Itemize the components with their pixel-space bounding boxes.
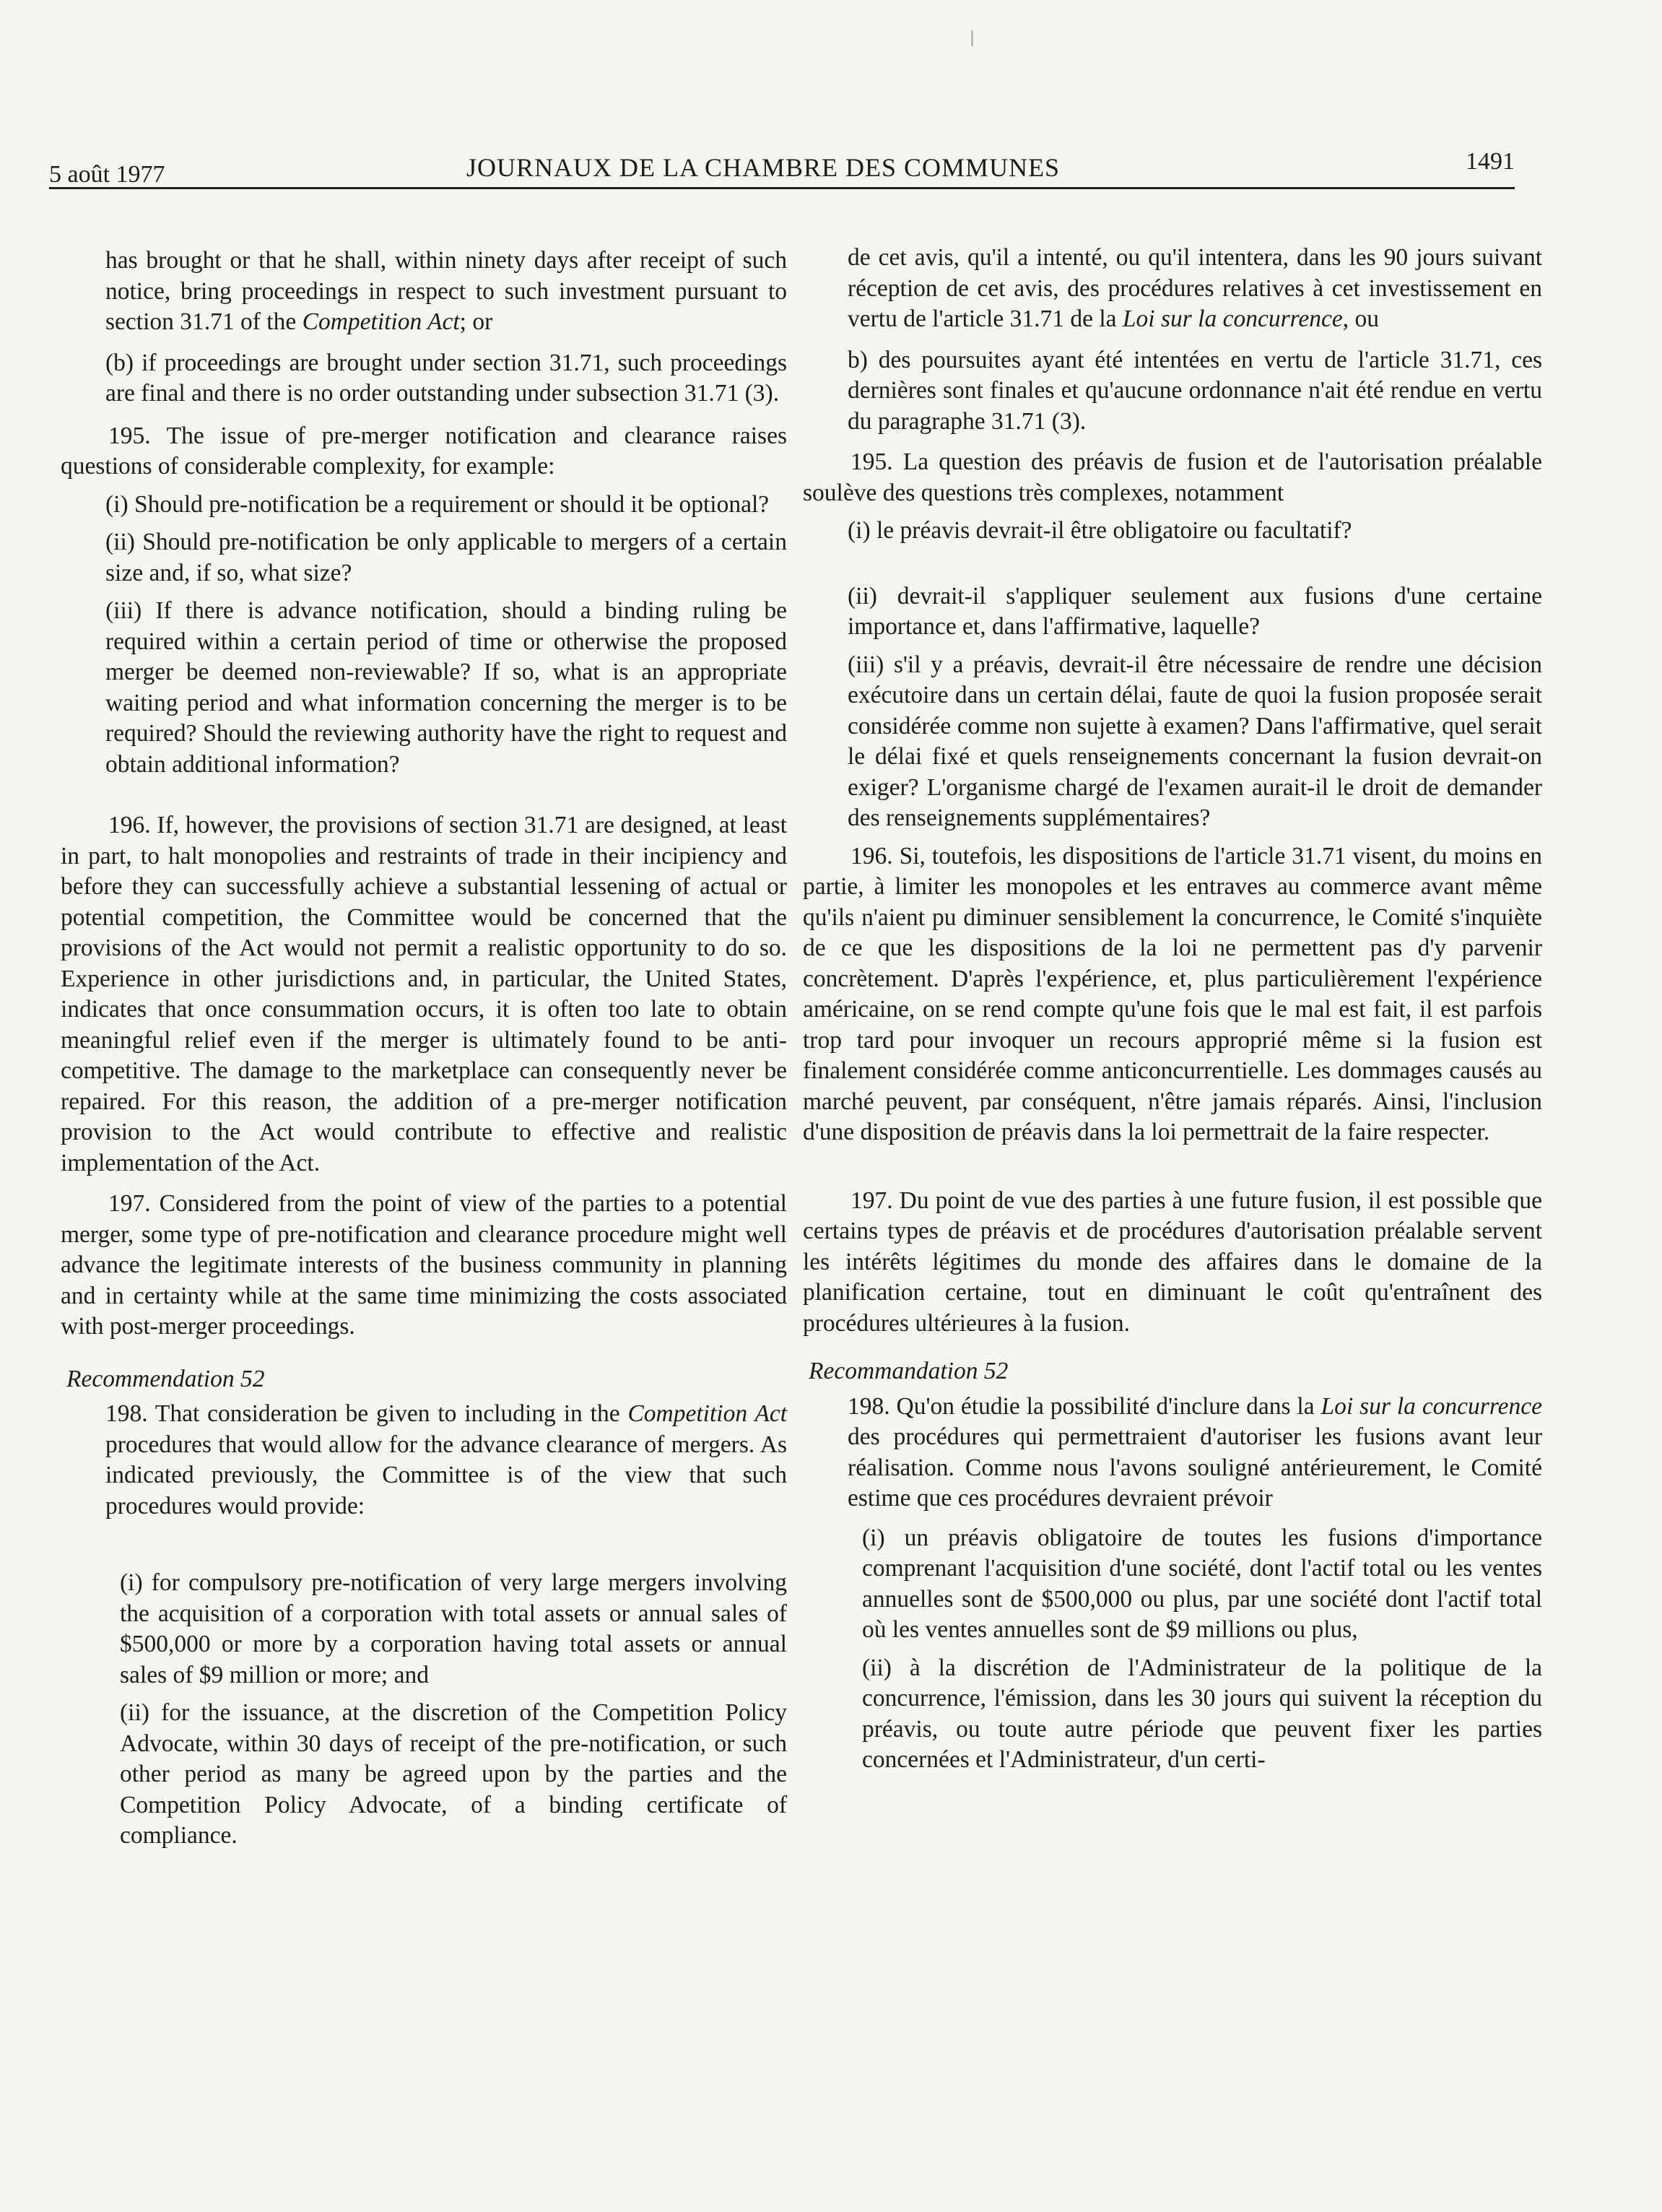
page-header xyxy=(49,148,1515,191)
question-ii: (ii) Should pre-notification be only applicable to mergers of a certain size and, if so, what size? xyxy=(105,529,787,586)
para-198-fr: 198. Qu'on étudie la possibilité d'inclure dans la Loi sur la concurrence des procédures qui permettraient d'autoriser les fusions avant leur réalisation. Comme nous l'avons souligné antérieurement, le Comité estime que ces procédures devraient prévoir xyxy=(848,1392,1542,1511)
journal-title: JOURNAUX DE LA CHAMBRE DES COMMUNES xyxy=(466,153,1061,182)
para-b: (b) if proceedings are brought under section 31.71, such proceedings are final and there is no order outstanding under subsection 31.71 (3). xyxy=(105,349,787,407)
page-number: 1491 xyxy=(1466,148,1515,175)
para-b-fr: b) des poursuites ayant été intentées en vertu de l'article 31.71, ces dernières sont finales et qu'aucune ordonnance n'ait été rendue en vertu du paragraphe 31.71 (3). xyxy=(848,346,1542,435)
para-196-fr: 196. Si, toutefois, les dispositions de l'article 31.71 visent, du moins en partie, à limiter les monopoles et les entraves au commerce avant même qu'ils n'aient pu diminuer sensiblement la concurrence, le Comité s'inquiète de ce que les dispositions de la loi ne permettent pas d'y parvenir concrètement. D'après l'expérience, et, plus particulièrement l'expérience américaine, on se rend compte qu'une fois que le mal est fait, il est parfois trop tard pour invoquer un recours approprié même si la fusion est finalement considérée comme anticoncurrentielle. Les dommages causés au marché peuvent, par conséquent, n'être jamais réparés. Ainsi, l'inclusion d'une disposition de préavis dans la loi permettrait de la faire respecter. xyxy=(803,842,1542,1145)
para-198: 198. That consideration be given to including in the Competition Act procedures that would allow for the advance clearance of mergers. As indicated previously, the Committee is of the view that such procedures would provide: xyxy=(105,1400,788,1519)
recommendation-i: (i) for compulsory pre-notification of very large mergers involving the acquisition of a corporation with total assets or annual sales of $500,000 or more by a corporation having total assets or annual sales of $9 million or more; and xyxy=(120,1569,787,1688)
para-197-fr: 197. Du point de vue des parties à une future fusion, il est possible que certains types de préavis et de procédures d'autorisation préalable servent les intérêts légitimes du monde des affaires dans le domaine de la planification certaine, tout en diminuant le coût qu'entraînent des procédures ultérieures à la fusion. xyxy=(803,1187,1542,1337)
para-continuation-fr: de cet avis, qu'il a intenté, ou qu'il intentera, dans les 90 jours suivant réception de cet avis, des procédures relatives à cet investissement en vertu de l'article 31.71 de la Loi sur la concurrence, ou xyxy=(848,244,1542,332)
para-continuation: has brought or that he shall, within ninety days after receipt of such notice, bring proceedings in respect to such investment pursuant to section 31.71 of the Competition Act; or xyxy=(105,247,787,335)
question-i: (i) Should pre-notification be a requirement or should it be optional? xyxy=(105,490,770,518)
para-195: 195. The issue of pre-merger notification and clearance raises questions of considerable complexity, for example: xyxy=(61,422,787,480)
question-i-fr: (i) le préavis devrait-il être obligatoire ou facultatif? xyxy=(848,517,1352,544)
question-ii-fr: (ii) devrait-il s'appliquer seulement aux fusions d'une certaine importance et, dans l'affirmative, laquelle? xyxy=(848,582,1542,640)
scan-mark xyxy=(971,30,973,46)
question-iii: (iii) If there is advance notification, should a binding ruling be required within a certain period of time or otherwise the proposed merger be deemed non-reviewable? If so, what is an appropriate waiting period and what information concerning the merger is to be required? Should the reviewing authority have the right to request and obtain additional information? xyxy=(105,597,787,778)
header-date: 5 août 1977 xyxy=(49,161,165,188)
recommendation-ii: (ii) for the issuance, at the discretion of the Competition Policy Advocate, within 30 days of receipt of the pre-notification, or such other period as many be agreed upon by the parties and the Competition Policy Advocate, of a binding certificate of compliance. xyxy=(120,1699,787,1849)
question-iii-fr: (iii) s'il y a préavis, devrait-il être nécessaire de rendre une décision exécutoire dans un certain délai, faute de quoi la fusion proposée serait considérée comme non sujette à examen? Dans l'affirmative, quel serait le délai fixé et quels renseignements concernant la fusion devrait-on exiger? L'organisme chargé de l'examen aurait-il le droit de demander des renseignements supplémentaires? xyxy=(848,651,1542,831)
french-column xyxy=(803,246,1542,1776)
recommendation-ii-fr: (ii) à la discrétion de l'Administrateur de la politique de la concurrence, l'émission, dans les 30 jours qui suivent la réception du préavis, ou toute autre période que peuvent fixer les parties concernées et l'Administrateur, d'un certi- xyxy=(862,1654,1542,1773)
para-196: 196. If, however, the provisions of section 31.71 are designed, at least in part, to halt monopolies and restraints of trade in their incipiency and before they can successfully achieve a substantial lessening of actual or potential competition, the Committee would be concerned that the provisions of the Act would not permit a realistic opportunity to do so. Experience in other jurisdictions and, in particular, the United States, indicates that once consummation occurs, it is often too late to obtain meaningful relief even if the merger is ultimately found to be anti-competitive. The damage to the marketplace can consequently never be repaired. For this reason, the addition of a pre-merger notification provision to the Act would contribute to effective and realistic implementation of the Act. xyxy=(61,812,787,1176)
header-rule xyxy=(49,187,1515,189)
recommendation-heading-fr: Recommandation 52 xyxy=(809,1358,1009,1384)
english-column xyxy=(61,246,787,1852)
recommendation-i-fr: (i) un préavis obligatoire de toutes les fusions d'importance comprenant l'acquisition d'une société, dont l'actif total ou les ventes annuelles sont de $500,000 ou plus, par une société dont l'actif total où les ventes annuelles sont de $9 millions ou plus, xyxy=(862,1524,1542,1643)
recommendation-heading: Recommendation 52 xyxy=(66,1365,265,1392)
para-197: 197. Considered from the point of view of the parties to a potential merger, some type of pre-notification and clearance procedure might well advance the legitimate interests of the business community in planning and in certainty while at the same time minimizing the costs associated with post-merger proceedings. xyxy=(61,1190,787,1340)
para-195-fr: 195. La question des préavis de fusion et de l'autorisation préalable soulève des questions très complexes, notamment xyxy=(803,448,1542,506)
